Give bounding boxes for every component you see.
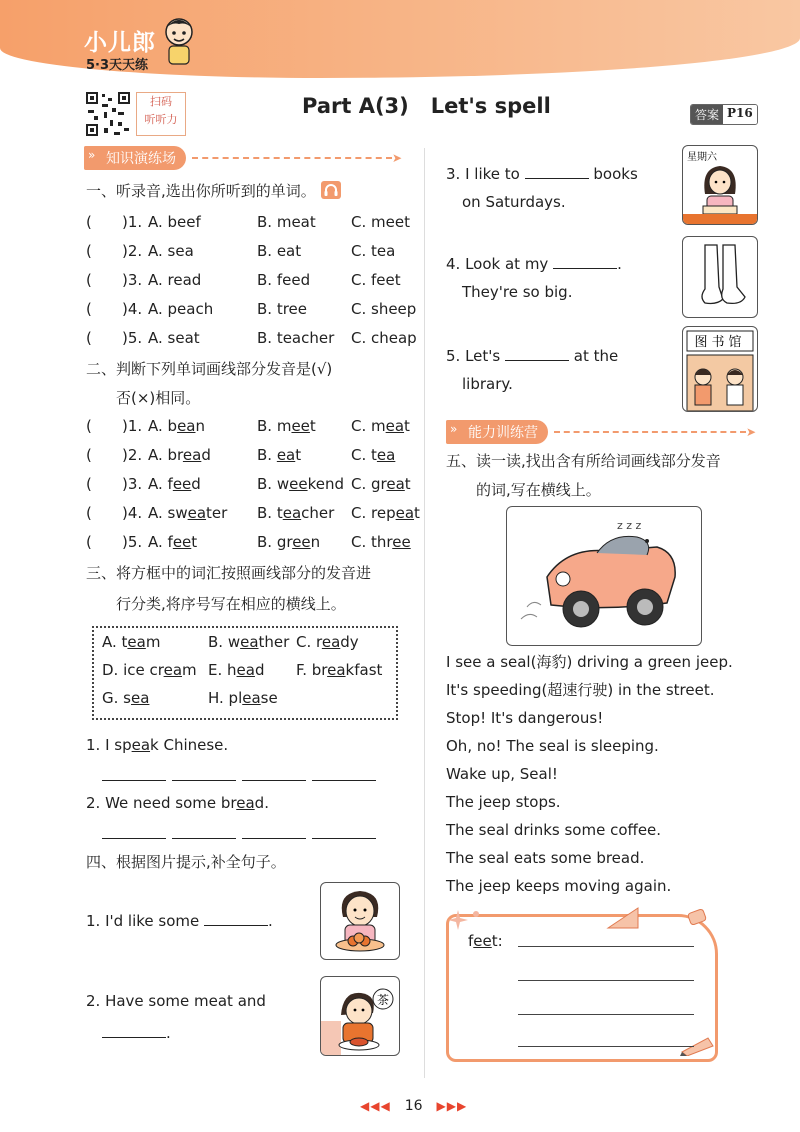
underlined-part: ea [131, 736, 151, 754]
set-square-icon [606, 906, 642, 932]
chevron-icon: » [450, 422, 458, 436]
question-row [86, 469, 431, 498]
underlined-part: ea [276, 445, 296, 464]
option-b: B. eat [257, 445, 302, 464]
word-option: H. please [208, 689, 278, 707]
underlined-part: ea [327, 661, 346, 679]
q1-list [86, 207, 431, 352]
option-a: A. feed [148, 474, 201, 493]
option-a: A. read [148, 270, 202, 289]
q1-heading [86, 180, 341, 201]
q3-sentence-1 [86, 736, 228, 754]
underlined-part: ee [289, 474, 308, 493]
q3-heading [86, 562, 371, 614]
answer-blank[interactable] [505, 360, 569, 361]
answer-paren[interactable]: ( [86, 503, 92, 522]
option-b: B. weekend [257, 474, 344, 493]
option-c: C. meat [351, 416, 410, 435]
scan-hint-line2: 听听力 [144, 113, 178, 126]
brand-logo: 小儿郎 [84, 30, 156, 56]
option-a: A. feet [148, 532, 198, 551]
answer-paren[interactable]: ( [86, 474, 92, 493]
question-row [86, 323, 431, 352]
q4-item-4-line2: They're so big. [462, 283, 573, 301]
question-number: )2. [122, 445, 143, 464]
q2-list [86, 411, 431, 556]
q2-heading [86, 358, 332, 408]
dashed-divider [192, 157, 392, 159]
question-row [86, 207, 431, 236]
option-b: B. teacher [257, 328, 335, 347]
q5-heading-line1: 五、读一读,找出含有所给词画线部分发音 [446, 452, 721, 470]
answer-paren[interactable]: ( [86, 328, 92, 347]
option-b: B. feed [257, 270, 311, 289]
underlined-part: ee [172, 532, 192, 551]
arrow-right-icon: ➤ [745, 425, 756, 439]
answer-line[interactable] [518, 980, 694, 981]
underlined-part: ea [182, 445, 202, 464]
answer-blank[interactable] [242, 780, 306, 781]
story-line: The jeep keeps moving again. [446, 877, 672, 895]
option-b: B. green [257, 532, 321, 551]
story-line: I see a seal(海豹) driving a green jeep. [446, 653, 733, 671]
girl-eating-picture [320, 882, 400, 960]
q4-item-1 [86, 912, 273, 930]
word-box [92, 626, 398, 720]
q4-item-1-text: 1. I'd like some [86, 912, 200, 930]
question-number: )2. [122, 241, 143, 260]
option-a: A. sweater [148, 503, 228, 522]
underlined-part: ea [177, 416, 196, 435]
story-line: The seal eats some bread. [446, 849, 645, 867]
tea-label: 茶 [376, 993, 390, 1007]
option-a: A. bean [148, 416, 205, 435]
option-c: C. tea [351, 445, 396, 464]
question-number: )4. [122, 299, 143, 318]
qr-code-icon[interactable] [84, 90, 132, 138]
question-number: )5. [122, 328, 143, 347]
underlined-part: ea [130, 689, 150, 707]
scan-hint [136, 92, 186, 136]
answer-blank[interactable] [312, 838, 376, 839]
question-row [86, 498, 431, 527]
underlined-part: ea [187, 503, 207, 522]
answer-blank[interactable] [242, 838, 306, 839]
word-option: D. ice cream [102, 661, 197, 679]
option-a: A. seat [148, 328, 200, 347]
q3-sentence-2-text: 2. We need some bread. [86, 794, 269, 812]
option-c: C. cheap [351, 328, 417, 347]
option-a: A. peach [148, 299, 214, 318]
answer-page: P16 [723, 105, 757, 124]
q4-item-3-end: books [593, 165, 638, 183]
option-a: A. beef [148, 212, 201, 231]
answer-paren[interactable]: ( [86, 241, 92, 260]
q4-item-4-end: . [617, 255, 622, 273]
underlined-part: ea [376, 445, 396, 464]
underlined-part: ee [292, 532, 311, 551]
question-number: )3. [122, 474, 143, 493]
q4-item-5 [446, 342, 618, 398]
page-title: Part A(3) Let's spell [302, 94, 551, 118]
word-option: B. weather [208, 633, 290, 651]
question-row [86, 265, 431, 294]
q5-heading [446, 450, 721, 500]
word-box-row [94, 656, 396, 684]
q4-item-3-line2: on Saturdays. [462, 193, 566, 211]
story-line: It's speeding(超速行驶) in the street. [446, 681, 715, 699]
q3-answer-lines-1[interactable] [102, 780, 376, 781]
answer-blank[interactable] [172, 838, 236, 839]
answer-tag[interactable] [690, 104, 758, 125]
option-b: B. meat [257, 212, 316, 231]
option-c: C. three [351, 532, 411, 551]
word-option: C. ready [296, 633, 359, 651]
option-c: C. great [351, 474, 411, 493]
underlined-part: ea [236, 661, 255, 679]
prev-arrows-icon: ◀◀◀ [360, 1099, 391, 1113]
question-number: )1. [122, 416, 143, 435]
underlined-part: ee [291, 416, 310, 435]
answer-blank[interactable] [312, 780, 376, 781]
question-number: )3. [122, 270, 143, 289]
underlined-part: ea [385, 416, 405, 435]
question-number: )1. [122, 212, 143, 231]
pencil-icon [680, 1034, 716, 1056]
underlined-part: ea [240, 633, 259, 651]
story-line: The jeep stops. [446, 793, 561, 811]
q4-heading: 四、根据图片提示,补全句子。 [86, 853, 286, 871]
answer-line[interactable] [518, 946, 694, 947]
q4-item-3 [446, 160, 638, 216]
story-line: Oh, no! The seal is sleeping. [446, 737, 659, 755]
feet-picture [682, 236, 758, 318]
q3-heading-line1: 三、将方框中的词汇按照画线部分的发音进 [86, 564, 372, 582]
question-row [86, 411, 431, 440]
next-arrows-icon: ▶▶▶ [436, 1099, 468, 1113]
section-ability [446, 420, 756, 444]
underlined-part: ea [236, 794, 255, 812]
word-option: G. sea [102, 689, 150, 707]
underlined-part: ea [127, 633, 146, 651]
q1-heading-text: 一、听录音,选出你所听到的单词。 [86, 182, 316, 200]
q3-answer-lines-2[interactable] [102, 838, 376, 839]
q3-sentence-1-text: 1. I speak Chinese. [86, 736, 229, 754]
section-knowledge [84, 146, 402, 170]
question-row [86, 440, 431, 469]
answer-paren[interactable]: ( [86, 212, 92, 231]
answer-paren[interactable]: ( [86, 532, 92, 551]
scan-hint-line1: 扫码 [150, 95, 172, 108]
story-line: The seal drinks some coffee. [446, 821, 662, 839]
word-option: A. team [102, 633, 161, 651]
underlined-part: ea [395, 503, 415, 522]
answer-paren[interactable]: ( [86, 270, 92, 289]
underlined-part: ee [172, 474, 192, 493]
underlined-part: ee [392, 532, 411, 551]
mascot-icon [160, 16, 198, 66]
story [446, 648, 733, 900]
library-picture [682, 326, 758, 412]
option-b: B. teacher [257, 503, 335, 522]
q3-sentence-2 [86, 794, 269, 812]
underlined-part: ea [386, 474, 405, 493]
arrow-right-icon: ➤ [391, 151, 402, 165]
option-b: B. meet [257, 416, 316, 435]
headphones-icon[interactable] [321, 181, 341, 199]
word-option: F. breakfast [296, 661, 383, 679]
option-a: A. sea [148, 241, 194, 260]
option-a: A. bread [148, 445, 211, 464]
underlined-part: ea [282, 503, 302, 522]
answer-paren[interactable]: ( [86, 416, 92, 435]
q2-heading-line2: 否(×)相同。 [116, 389, 201, 407]
column-divider [424, 148, 425, 1078]
question-row [86, 294, 431, 323]
girl-reading-picture [682, 145, 758, 225]
option-c: C. sheep [351, 299, 417, 318]
q4-item-3-text: 3. I like to [446, 165, 520, 183]
saturday-label: 星期六 [687, 152, 717, 163]
q2-heading-line1: 二、判断下列单词画线部分发音是(√) [86, 360, 333, 378]
underlined-part: ee [473, 932, 492, 950]
answer-paren[interactable]: ( [86, 445, 92, 464]
q4-item-5-end: at the [573, 347, 619, 365]
q4-item-5-text: 5. Let's [446, 347, 501, 365]
question-number: )4. [122, 503, 143, 522]
option-b: B. tree [257, 299, 308, 318]
q4-item-4 [446, 250, 622, 306]
answer-blank[interactable] [204, 925, 268, 926]
answer-blank[interactable] [102, 1037, 166, 1038]
word-box-row [94, 628, 396, 656]
q4-item-2-text: 2. Have some meat and [86, 992, 266, 1010]
answer-blank[interactable] [102, 838, 166, 839]
option-c: C. feet [351, 270, 401, 289]
library-label: 图书馆 [694, 335, 746, 350]
question-row [86, 527, 431, 556]
question-number: )5. [122, 532, 143, 551]
dashed-divider [554, 431, 746, 433]
answer-line[interactable] [518, 1046, 694, 1047]
option-c: C. tea [351, 241, 396, 260]
question-row [86, 236, 431, 265]
section-knowledge-label: 知识演练场 [106, 151, 176, 167]
story-line: Stop! It's dangerous! [446, 709, 604, 727]
page-footer [360, 1098, 467, 1114]
eraser-icon [686, 906, 708, 928]
answer-blank[interactable] [102, 780, 166, 781]
seal-driving-jeep-picture [506, 506, 702, 646]
option-c: C. meet [351, 212, 410, 231]
section-ability-label: 能力训练营 [468, 425, 538, 441]
underlined-part: ea [321, 633, 341, 651]
feet-word: feet: [468, 932, 503, 950]
feet-label [468, 932, 503, 950]
boy-drinking-tea-picture [320, 976, 400, 1056]
page-number: 16 [404, 1098, 423, 1114]
q4-item-5-line2: library. [462, 375, 513, 393]
q4-item-2-end: . [166, 1024, 171, 1042]
sleep-zzz-icon: z z z [617, 519, 642, 532]
answer-label: 答案 [691, 105, 723, 124]
q4-item-1-end: . [268, 912, 273, 930]
option-c: C. repeat [351, 503, 420, 522]
q4-item-4-text: 4. Look at my [446, 255, 549, 273]
answer-blank[interactable] [172, 780, 236, 781]
q4-item-2 [86, 992, 266, 1042]
word-option: E. head [208, 661, 265, 679]
brand-series: 5·3天天练 [86, 58, 149, 73]
answer-line[interactable] [518, 1014, 694, 1015]
answer-blank[interactable] [553, 268, 617, 269]
answer-blank[interactable] [525, 178, 589, 179]
underlined-part: ea [163, 661, 183, 679]
word-box-row [94, 684, 396, 712]
chevron-icon: » [88, 148, 96, 162]
q5-heading-line2: 的词,写在横线上。 [476, 481, 601, 499]
story-line: Wake up, Seal! [446, 765, 558, 783]
answer-paren[interactable]: ( [86, 299, 92, 318]
q3-heading-line2: 行分类,将序号写在相应的横线上。 [116, 595, 346, 613]
underlined-part: ea [242, 689, 261, 707]
option-b: B. eat [257, 241, 302, 260]
